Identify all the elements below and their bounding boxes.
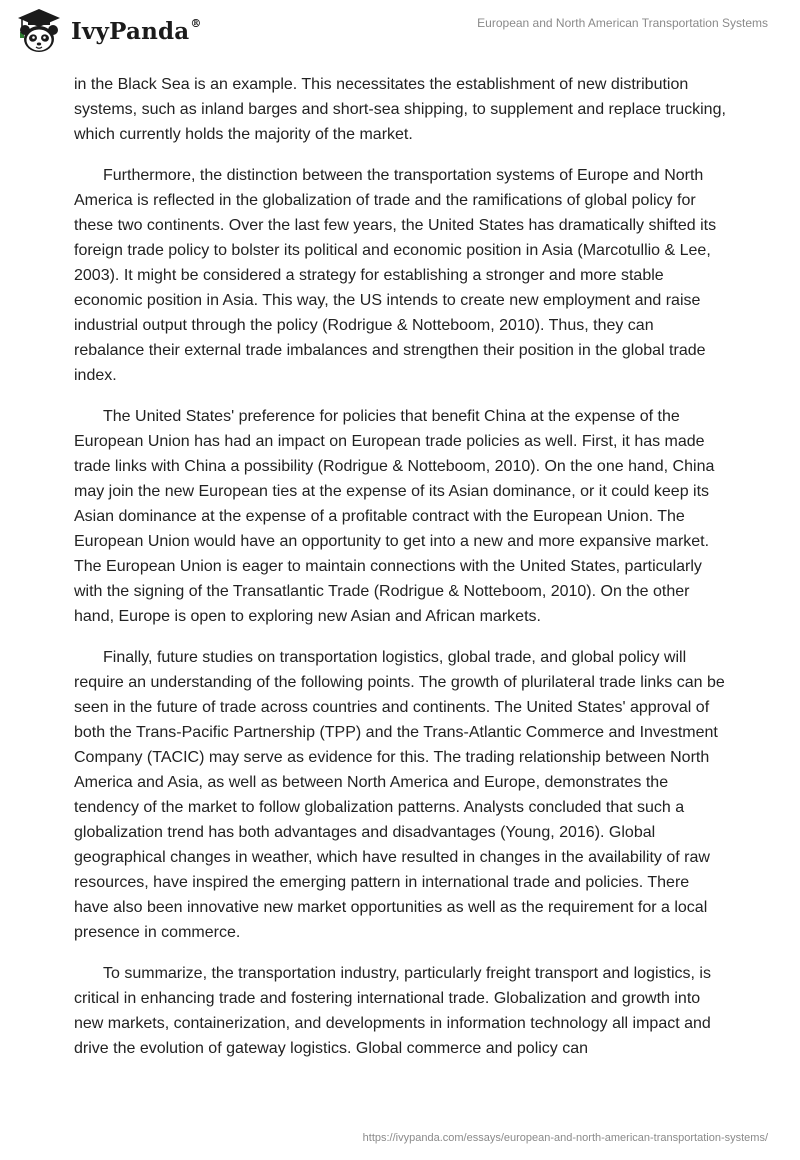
essay-body: [74, 72, 728, 1077]
footer-url[interactable]: https://ivypanda.com/essays/european-and-north-american-transportation-systems/: [362, 1132, 768, 1144]
logo[interactable]: [14, 6, 202, 56]
paragraph-1: in the Black Sea is an example. This necessitates the establishment of new distribution systems, such as inland barges and short-sea shipping, to supplement and replace trucking, which currently holds the majority of the market.: [74, 76, 726, 143]
brand-name: IvyPanda®: [71, 16, 202, 45]
paragraph-4: Finally, future studies on transportation logistics, global trade, and global policy will require an understanding of the following points. The growth of plurilateral trade links can be seen in the future of trade across countries and continents. The United States' approval of both the Trans-Pacific Partnership (TPP) and the Trans-Atlantic Commerce and Investment Company (TACIC) may serve as evidence for this. The trading relationship between North America and Asia, as well as between North America and Europe, demonstrates the tendency of the market to follow globalization patterns. Analysts concluded that such a globalization trend has both advantages and disadvantages (Young, 2016). Global geographical changes in weather, which have resulted in changes in the availability of raw resources, have inspired the emerging pattern in international trade and policies. There have also been innovative new market opportunities as well as the requirement for a local presence in commerce.: [74, 649, 725, 941]
document-title: European and North American Transportation Systems: [477, 16, 768, 30]
page-header: [0, 0, 800, 64]
paragraph-2: Furthermore, the distinction between the transportation systems of Europe and North America is reflected in the globalization of trade and the ramifications of global policy for these two continents. Over the last few years, the United States has dramatically shifted its foreign trade policy to bolster its political and economic position in Asia (Marcotullio & Lee, 2003). It might be considered a strategy for establishing a stronger and more stable economic position in Asia. This way, the US intends to create new employment and raise industrial output through the policy (Rodrigue & Notteboom, 2010). Thus, they can rebalance their external trade imbalances and strengthen their position in the global trade index.: [74, 167, 717, 384]
paragraph-3: The United States' preference for policies that benefit China at the expense of the European Union has had an impact on European trade policies as well. First, it has made trade links with China a possibility (Rodrigue & Notteboom, 2010). On the one hand, China may join the new European ties at the expense of its Asian dominance, or it could keep its Asian dominance at the expense of a profitable contract with the European Union. The European Union would have an opportunity to get into a new and more expansive market. The European Union is eager to maintain connections with the United States, particularly with the signing of the Transatlantic Trade (Rodrigue & Notteboom, 2010). On the other hand, Europe is open to exploring new Asian and African markets.: [74, 408, 715, 625]
paragraph-5: To summarize, the transportation industry, particularly freight transport and logistics, is critical in enhancing trade and fostering international trade. Globalization and growth into new markets, containerization, and developments in information technology all impact and drive the evolution of gateway logistics. Global commerce and policy can: [74, 965, 711, 1057]
panda-graduate-icon: [14, 6, 64, 56]
